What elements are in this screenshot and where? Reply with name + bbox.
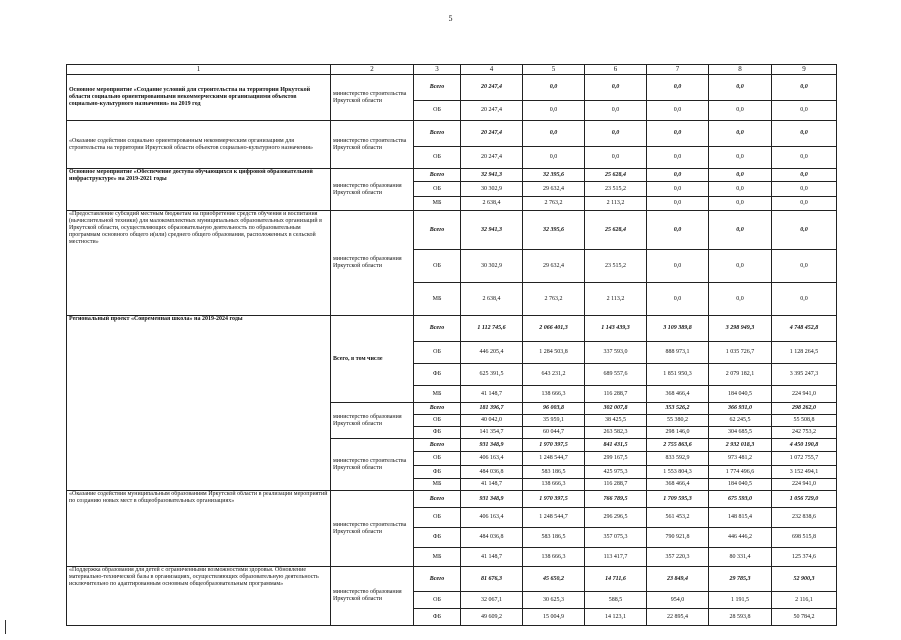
value-cell: 116 288,7 — [585, 479, 647, 491]
value-cell: 0,0 — [772, 283, 837, 316]
value-cell: 0,0 — [647, 182, 709, 197]
value-cell: 3 152 494,1 — [772, 466, 837, 479]
value-cell: 32 067,1 — [461, 592, 523, 609]
value-cell: 357 220,3 — [647, 548, 709, 567]
header-cell: 9 — [772, 65, 837, 75]
value-cell: 20 247,4 — [461, 121, 523, 147]
value-cell: 790 921,8 — [647, 528, 709, 548]
table-row — [67, 491, 837, 508]
value-cell: 25 628,4 — [585, 211, 647, 250]
value-cell: 368 466,4 — [647, 386, 709, 403]
value-cell: 138 666,3 — [523, 479, 585, 491]
value-cell: 406 163,4 — [461, 508, 523, 528]
value-cell: 20 247,4 — [461, 147, 523, 169]
measure-name: «Оказание содействия социально ориентированным некоммерческим организациям для строительства на территории Иркутской области объектов социально-культурного назначения» — [67, 121, 331, 169]
source-cell: ОБ — [414, 452, 461, 466]
value-cell: 675 593,0 — [709, 491, 772, 508]
source-cell: ОБ — [414, 147, 461, 169]
source-cell: Всего — [414, 169, 461, 182]
value-cell: 0,0 — [709, 197, 772, 211]
value-cell: 15 004,9 — [523, 609, 585, 626]
value-cell: 841 431,5 — [585, 439, 647, 452]
value-cell: 2 113,2 — [585, 197, 647, 211]
value-cell: 583 186,5 — [523, 466, 585, 479]
value-cell: 2 113,2 — [585, 283, 647, 316]
table-row — [67, 316, 837, 342]
value-cell: 368 466,4 — [647, 479, 709, 491]
source-cell: ФБ — [414, 609, 461, 626]
value-cell: 643 231,2 — [523, 364, 585, 386]
source-cell: Всего — [414, 403, 461, 415]
value-cell: 0,0 — [585, 121, 647, 147]
table-row — [67, 211, 837, 250]
value-cell: 446 446,2 — [709, 528, 772, 548]
value-cell: 0,0 — [709, 182, 772, 197]
value-cell: 0,0 — [709, 75, 772, 101]
value-cell: 141 354,7 — [461, 427, 523, 439]
value-cell: 2 638,4 — [461, 283, 523, 316]
value-cell: 0,0 — [647, 121, 709, 147]
value-cell: 41 148,7 — [461, 479, 523, 491]
source-cell: ФБ — [414, 427, 461, 439]
value-cell: 0,0 — [523, 75, 585, 101]
value-cell: 0,0 — [647, 169, 709, 182]
value-cell: 2 116,1 — [772, 592, 837, 609]
value-cell: 1 248 544,7 — [523, 452, 585, 466]
value-cell: 0,0 — [647, 283, 709, 316]
value-cell: 1 191,5 — [709, 592, 772, 609]
source-cell: ОБ — [414, 415, 461, 427]
source-cell: Всего — [414, 75, 461, 101]
value-cell: 2 932 018,3 — [709, 439, 772, 452]
executor-cell: министерство образования Иркутской области — [331, 211, 414, 316]
executor-cell: министерство строительства Иркутской области — [331, 75, 414, 121]
value-cell: 0,0 — [585, 101, 647, 121]
value-cell: 0,0 — [772, 250, 837, 283]
value-cell: 298 146,0 — [647, 427, 709, 439]
value-cell: 588,5 — [585, 592, 647, 609]
value-cell: 28 593,8 — [709, 609, 772, 626]
scan-mark — [5, 620, 6, 634]
source-cell: ФБ — [414, 364, 461, 386]
value-cell: 148 815,4 — [709, 508, 772, 528]
value-cell: 689 557,6 — [585, 364, 647, 386]
value-cell: 625 391,5 — [461, 364, 523, 386]
measure-name: «Поддержка образования для детей с ограниченными возможностями здоровья. Обновление материально-технической базы в организациях, осуществляющих образовательную деятельность исключительно по адаптированным основным общеобразовательным программам» — [67, 567, 331, 626]
value-cell: 0,0 — [772, 121, 837, 147]
value-cell: 3 109 389,8 — [647, 316, 709, 342]
value-cell: 833 592,9 — [647, 452, 709, 466]
value-cell: 304 685,5 — [709, 427, 772, 439]
value-cell: 62 245,5 — [709, 415, 772, 427]
value-cell: 425 975,3 — [585, 466, 647, 479]
table-row — [67, 75, 837, 101]
source-cell: ОБ — [414, 508, 461, 528]
value-cell: 0,0 — [523, 121, 585, 147]
page-number: 5 — [448, 14, 453, 23]
value-cell: 3 395 247,3 — [772, 364, 837, 386]
source-cell: МБ — [414, 479, 461, 491]
value-cell: 23 849,4 — [647, 567, 709, 592]
value-cell: 1 128 264,5 — [772, 342, 837, 364]
header-cell: 1 — [67, 65, 331, 75]
value-cell: 125 374,6 — [772, 548, 837, 567]
value-cell: 184 040,5 — [709, 479, 772, 491]
source-cell: Всего — [414, 121, 461, 147]
value-cell: 1 774 496,6 — [709, 466, 772, 479]
header-cell: 7 — [647, 65, 709, 75]
value-cell: 299 167,5 — [585, 452, 647, 466]
table-row — [67, 567, 837, 592]
value-cell: 0,0 — [647, 101, 709, 121]
header-cell: 2 — [331, 65, 414, 75]
value-cell: 23 515,2 — [585, 182, 647, 197]
value-cell: 32 395,6 — [523, 211, 585, 250]
value-cell: 224 941,0 — [772, 386, 837, 403]
value-cell: 1 112 745,6 — [461, 316, 523, 342]
value-cell: 0,0 — [772, 75, 837, 101]
value-cell: 50 784,2 — [772, 609, 837, 626]
executor-cell: министерство образования Иркутской области — [331, 403, 414, 439]
source-cell: Всего — [414, 567, 461, 592]
value-cell: 14 711,6 — [585, 567, 647, 592]
value-cell: 0,0 — [647, 197, 709, 211]
source-cell: ФБ — [414, 528, 461, 548]
source-cell: Всего — [414, 491, 461, 508]
source-cell: ОБ — [414, 182, 461, 197]
value-cell: 0,0 — [647, 147, 709, 169]
value-cell: 80 331,4 — [709, 548, 772, 567]
value-cell: 0,0 — [772, 182, 837, 197]
value-cell: 0,0 — [772, 169, 837, 182]
executor-cell: министерство строительства Иркутской области — [331, 491, 414, 567]
value-cell: 22 895,4 — [647, 609, 709, 626]
column-numbers-row — [67, 65, 837, 75]
value-cell: 116 288,7 — [585, 386, 647, 403]
value-cell: 30 625,3 — [523, 592, 585, 609]
value-cell: 0,0 — [585, 147, 647, 169]
source-cell: МБ — [414, 197, 461, 211]
source-cell: Всего — [414, 439, 461, 452]
value-cell: 931 348,9 — [461, 439, 523, 452]
executor-cell: министерство образования Иркутской области — [331, 567, 414, 626]
value-cell: 3 298 949,3 — [709, 316, 772, 342]
value-cell: 2 079 182,1 — [709, 364, 772, 386]
value-cell: 366 931,0 — [709, 403, 772, 415]
value-cell: 357 075,3 — [585, 528, 647, 548]
value-cell: 1 970 397,5 — [523, 491, 585, 508]
header-cell: 6 — [585, 65, 647, 75]
value-cell: 242 753,2 — [772, 427, 837, 439]
value-cell: 1 709 595,3 — [647, 491, 709, 508]
value-cell: 29 632,4 — [523, 250, 585, 283]
source-cell: МБ — [414, 283, 461, 316]
value-cell: 2 763,2 — [523, 197, 585, 211]
value-cell: 0,0 — [772, 147, 837, 169]
measure-name: Основное мероприятие «Обеспечение доступа обучающихся к цифровой образовательной инфраструктуре» на 2019-2021 годы — [67, 169, 331, 211]
value-cell: 96 003,8 — [523, 403, 585, 415]
value-cell: 138 666,3 — [523, 548, 585, 567]
value-cell: 583 186,5 — [523, 528, 585, 548]
source-cell: ОБ — [414, 250, 461, 283]
value-cell: 45 650,2 — [523, 567, 585, 592]
source-cell: ОБ — [414, 342, 461, 364]
value-cell: 766 789,5 — [585, 491, 647, 508]
value-cell: 1 056 729,0 — [772, 491, 837, 508]
value-cell: 40 042,0 — [461, 415, 523, 427]
value-cell: 0,0 — [772, 197, 837, 211]
value-cell: 0,0 — [523, 101, 585, 121]
funding-table — [66, 64, 837, 626]
source-cell: ФБ — [414, 466, 461, 479]
value-cell: 224 941,0 — [772, 479, 837, 491]
value-cell: 1 970 397,5 — [523, 439, 585, 452]
value-cell: 0,0 — [647, 250, 709, 283]
value-cell: 0,0 — [709, 283, 772, 316]
value-cell: 484 036,8 — [461, 528, 523, 548]
value-cell: 263 582,3 — [585, 427, 647, 439]
value-cell: 20 247,4 — [461, 101, 523, 121]
value-cell: 337 593,0 — [585, 342, 647, 364]
value-cell: 0,0 — [709, 211, 772, 250]
header-cell: 8 — [709, 65, 772, 75]
value-cell: 41 148,7 — [461, 386, 523, 403]
table-row — [67, 121, 837, 147]
value-cell: 232 838,6 — [772, 508, 837, 528]
value-cell: 35 959,1 — [523, 415, 585, 427]
measure-name: Основное мероприятие «Создание условий для строительства на территории Иркутской области социально ориентированными некоммерческими организациями объектов социально-культурного назначения» на 2019 год — [67, 75, 331, 121]
executor-cell: министерство образования Иркутской области — [331, 169, 414, 211]
source-cell: МБ — [414, 548, 461, 567]
value-cell: 296 296,5 — [585, 508, 647, 528]
value-cell: 0,0 — [772, 101, 837, 121]
header-cell: 3 — [414, 65, 461, 75]
header-cell: 4 — [461, 65, 523, 75]
value-cell: 0,0 — [647, 211, 709, 250]
measure-name: «Оказание содействия муниципальным образованиям Иркутской области в реализации мероприятий по созданию новых мест в общеобразовательных организациях» — [67, 491, 331, 567]
value-cell: 2 066 401,3 — [523, 316, 585, 342]
value-cell: 1 072 755,7 — [772, 452, 837, 466]
measure-name: «Предоставление субсидий местным бюджетам на приобретение средств обучения и воспитания (вычислительной техники) для малокомплектных муниципальных образовательных организаций в Иркутской области, осуществляющих образовательную деятельность по образовательным программам основного общего и(или) среднего общего образования, расположенных в сельской местности» — [67, 211, 331, 316]
value-cell: 406 163,4 — [461, 452, 523, 466]
value-cell: 0,0 — [523, 147, 585, 169]
value-cell: 184 040,5 — [709, 386, 772, 403]
table-body — [67, 75, 837, 626]
value-cell: 138 666,3 — [523, 386, 585, 403]
value-cell: 113 417,7 — [585, 548, 647, 567]
source-cell: Всего — [414, 211, 461, 250]
value-cell: 181 396,7 — [461, 403, 523, 415]
value-cell: 1 035 726,7 — [709, 342, 772, 364]
value-cell: 4 748 452,8 — [772, 316, 837, 342]
value-cell: 30 302,9 — [461, 182, 523, 197]
value-cell: 25 628,4 — [585, 169, 647, 182]
value-cell: 41 148,7 — [461, 548, 523, 567]
value-cell: 888 973,1 — [647, 342, 709, 364]
value-cell: 29 785,3 — [709, 567, 772, 592]
source-cell: МБ — [414, 386, 461, 403]
value-cell: 0,0 — [709, 250, 772, 283]
header-cell: 5 — [523, 65, 585, 75]
value-cell: 52 900,3 — [772, 567, 837, 592]
value-cell: 2 638,4 — [461, 197, 523, 211]
value-cell: 49 609,2 — [461, 609, 523, 626]
value-cell: 60 044,7 — [523, 427, 585, 439]
source-cell: ОБ — [414, 101, 461, 121]
value-cell: 0,0 — [709, 147, 772, 169]
value-cell: 32 941,3 — [461, 211, 523, 250]
value-cell: 0,0 — [772, 211, 837, 250]
value-cell: 14 123,1 — [585, 609, 647, 626]
value-cell: 0,0 — [647, 75, 709, 101]
value-cell: 1 553 804,3 — [647, 466, 709, 479]
value-cell: 931 348,9 — [461, 491, 523, 508]
value-cell: 1 851 950,3 — [647, 364, 709, 386]
value-cell: 20 247,4 — [461, 75, 523, 101]
source-cell: Всего — [414, 316, 461, 342]
measure-name: Региональный проект «Современная школа» на 2019-2024 годы — [67, 316, 331, 491]
value-cell: 1 284 503,8 — [523, 342, 585, 364]
value-cell: 4 450 190,8 — [772, 439, 837, 452]
value-cell: 55 380,2 — [647, 415, 709, 427]
table-row — [67, 169, 837, 182]
value-cell: 55 508,8 — [772, 415, 837, 427]
value-cell: 298 262,0 — [772, 403, 837, 415]
value-cell: 1 248 544,7 — [523, 508, 585, 528]
executor-cell: министерство строительства Иркутской области — [331, 439, 414, 491]
executor-cell: министерство строительства Иркутской области — [331, 121, 414, 169]
value-cell: 484 036,8 — [461, 466, 523, 479]
value-cell: 561 453,2 — [647, 508, 709, 528]
value-cell: 29 632,4 — [523, 182, 585, 197]
value-cell: 23 515,2 — [585, 250, 647, 283]
value-cell: 38 425,5 — [585, 415, 647, 427]
value-cell: 0,0 — [709, 169, 772, 182]
value-cell: 2 755 863,6 — [647, 439, 709, 452]
value-cell: 0,0 — [709, 101, 772, 121]
value-cell: 32 395,6 — [523, 169, 585, 182]
executor-cell: Всего, в том числе — [331, 316, 414, 403]
value-cell: 81 676,3 — [461, 567, 523, 592]
value-cell: 954,0 — [647, 592, 709, 609]
value-cell: 1 143 439,3 — [585, 316, 647, 342]
value-cell: 302 007,8 — [585, 403, 647, 415]
source-cell: ОБ — [414, 592, 461, 609]
value-cell: 0,0 — [585, 75, 647, 101]
value-cell: 446 205,4 — [461, 342, 523, 364]
value-cell: 698 515,8 — [772, 528, 837, 548]
value-cell: 0,0 — [709, 121, 772, 147]
value-cell: 353 526,2 — [647, 403, 709, 415]
value-cell: 2 763,2 — [523, 283, 585, 316]
value-cell: 973 481,2 — [709, 452, 772, 466]
value-cell: 30 302,9 — [461, 250, 523, 283]
value-cell: 32 941,3 — [461, 169, 523, 182]
